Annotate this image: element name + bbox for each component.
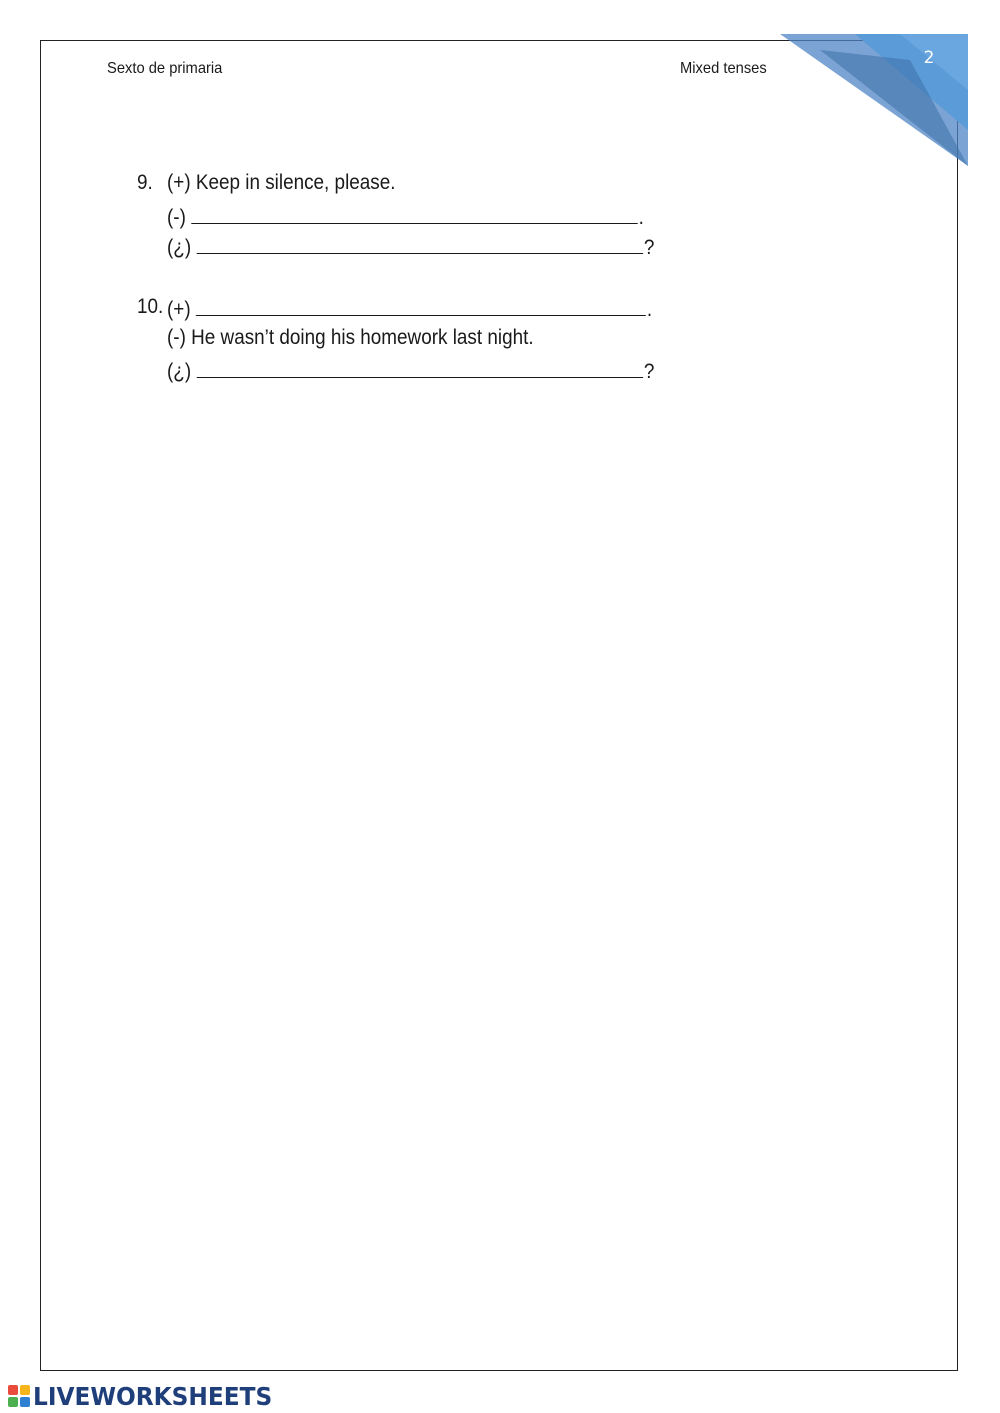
positive-prefix: (+)	[167, 298, 191, 321]
negative-end: .	[638, 206, 644, 229]
question-number: 9.	[137, 171, 153, 194]
positive-end: .	[646, 298, 653, 321]
question-prefix: (¿)	[167, 236, 192, 259]
header-subject: Sexto de primaria	[107, 60, 223, 77]
negative-line	[167, 203, 644, 230]
question-number: 10.	[137, 295, 164, 318]
logo-text: LIVEWORKSHEETS	[33, 1381, 273, 1411]
negative-sentence: (-) He wasn’t doing his homework last night.	[167, 326, 534, 349]
question-prefix: (¿)	[167, 360, 192, 383]
question-line	[167, 233, 654, 260]
question-end: ?	[643, 360, 655, 383]
question-line	[167, 357, 654, 384]
positive-line	[167, 295, 652, 322]
liveworksheets-logo-icon	[8, 1385, 30, 1407]
question-end: ?	[643, 236, 655, 259]
page-number: 2	[923, 48, 935, 68]
answer-blank-question[interactable]	[197, 357, 643, 378]
answer-blank-question[interactable]	[197, 233, 643, 254]
positive-sentence: (+) Keep in silence, please.	[167, 171, 396, 194]
answer-blank-positive[interactable]	[196, 295, 646, 316]
liveworksheets-logo[interactable]	[8, 1383, 290, 1409]
negative-prefix: (-)	[167, 206, 186, 229]
header-topic: Mixed tenses	[680, 60, 767, 77]
answer-blank-negative[interactable]	[191, 203, 637, 224]
